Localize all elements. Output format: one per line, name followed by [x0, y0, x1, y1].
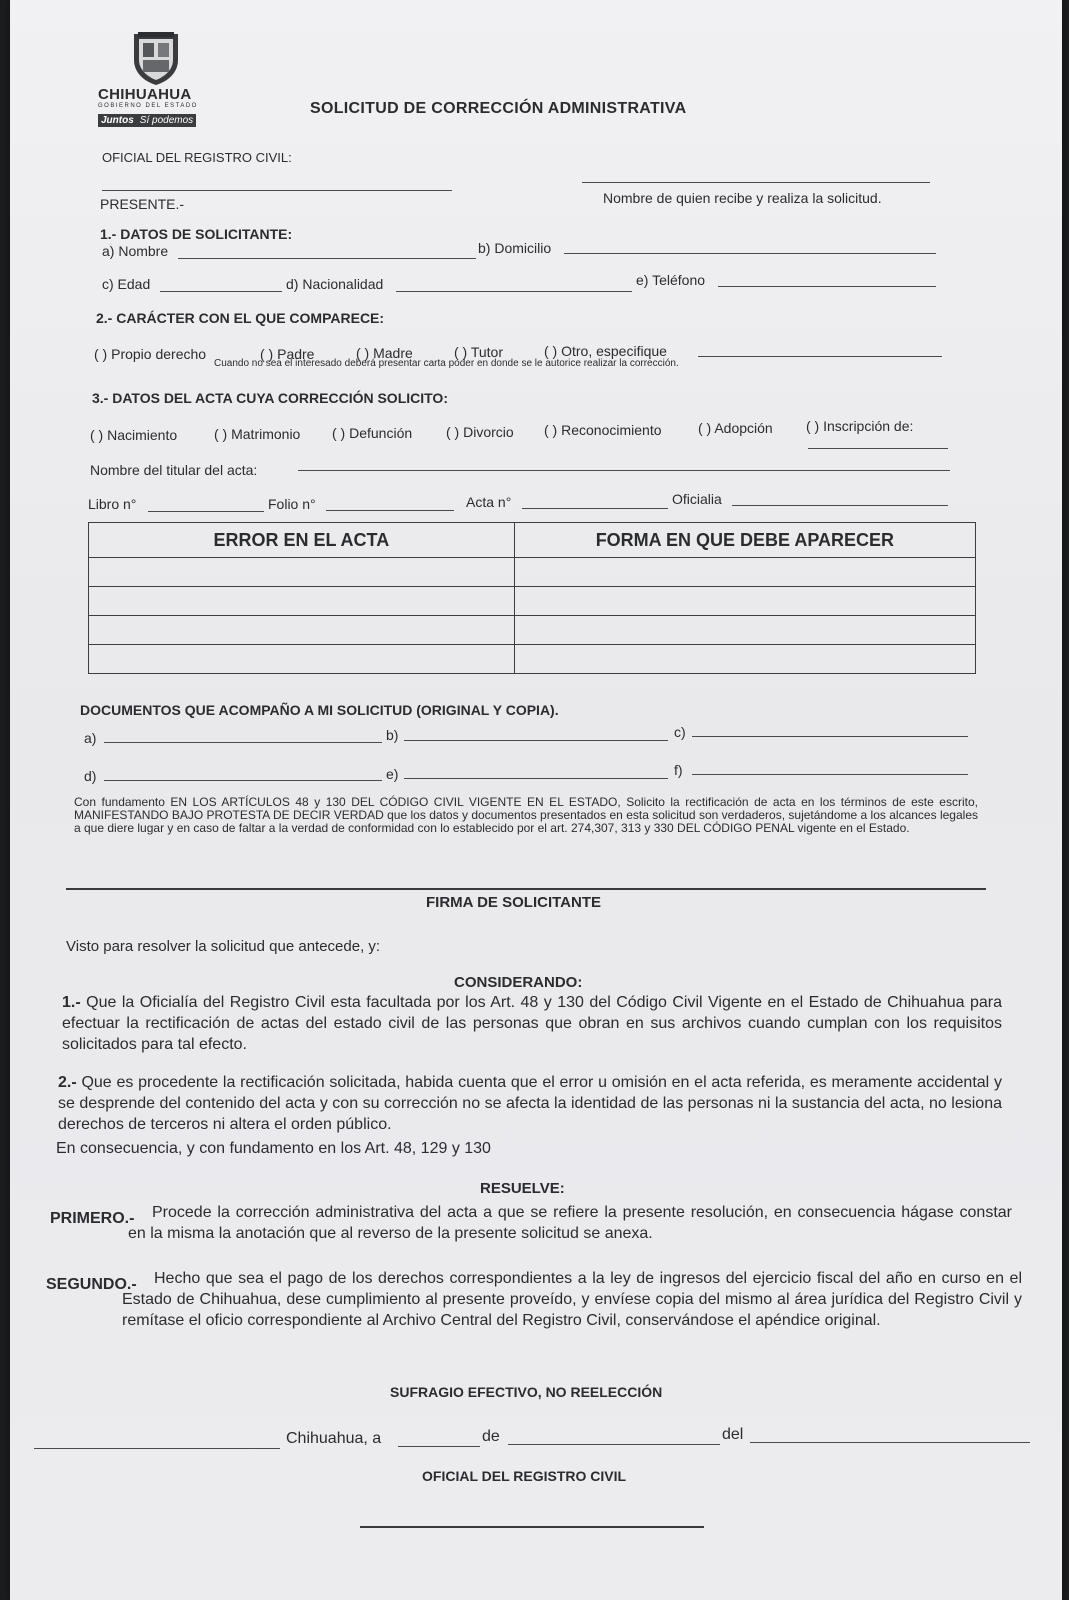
error-table-header [89, 523, 976, 558]
option-reconocimiento[interactable]: ( ) Reconocimiento [544, 422, 662, 438]
considerando-title: CONSIDERANDO: [454, 974, 583, 991]
considerando-1-number: 1.- [62, 994, 81, 1011]
error-column-header: ERROR EN EL ACTA [89, 523, 515, 558]
correction-cell[interactable] [514, 645, 975, 674]
option-propio-derecho[interactable]: ( ) Propio derecho [94, 346, 207, 362]
document-e-label: e) [386, 766, 399, 782]
month-field[interactable] [508, 1444, 720, 1445]
city-label: Chihuahua, a [286, 1430, 382, 1447]
document-f-label: f) [674, 762, 683, 778]
option-divorcio[interactable]: ( ) Divorcio [446, 424, 514, 440]
correction-cell[interactable] [514, 616, 975, 645]
document-b-field[interactable] [404, 740, 668, 741]
option-matrimonio[interactable]: ( ) Matrimonio [214, 426, 301, 442]
document-d-field[interactable] [104, 780, 382, 781]
segundo-label: SEGUNDO.- [46, 1276, 137, 1293]
section2-note: Cuando no sea el interesado deberá presentar carta poder en donde se le autorice realizar la corrección. [214, 358, 679, 369]
error-cell[interactable] [89, 616, 515, 645]
considerando-2-number: 2.- [58, 1074, 77, 1091]
option-nacimiento[interactable]: ( ) Nacimiento [90, 427, 178, 443]
folio-label: Folio n° [268, 496, 316, 512]
documents-title: DOCUMENTOS QUE ACOMPAÑO A MI SOLICITUD (ORIGINAL Y COPIA). [80, 702, 559, 718]
nacionalidad-field[interactable] [396, 291, 632, 292]
otro-field[interactable] [698, 356, 942, 357]
sufragio-text: SUFRAGIO EFECTIVO, NO REELECCIÓN [390, 1384, 663, 1400]
document-d-label: d) [84, 768, 97, 784]
day-field[interactable] [398, 1446, 480, 1447]
oficialia-field[interactable] [732, 505, 948, 506]
document-c-field[interactable] [692, 736, 968, 737]
oficialia-label: Oficialia [672, 491, 722, 507]
considerando-paragraph-2 [58, 1072, 1002, 1135]
document-a-label: a) [84, 730, 97, 746]
option-defuncion[interactable]: ( ) Defunción [332, 425, 413, 441]
option-madre[interactable]: ( ) Madre [356, 345, 413, 361]
document-a-field[interactable] [104, 742, 382, 743]
considerando-paragraph-1 [62, 992, 1002, 1055]
form-title: SOLICITUD DE CORRECCIÓN ADMINISTRATIVA [310, 100, 687, 117]
logo-tag-juntos: Juntos [98, 114, 137, 127]
document-b-label: b) [386, 727, 399, 743]
document-f-field[interactable] [692, 774, 968, 775]
titular-field[interactable] [298, 470, 950, 471]
edad-label: c) Edad [102, 276, 151, 292]
primero-label: PRIMERO.- [50, 1210, 135, 1227]
acta-label: Acta n° [466, 494, 512, 510]
error-cell[interactable] [89, 587, 515, 616]
titular-label: Nombre del titular del acta: [90, 462, 258, 478]
error-cell[interactable] [89, 558, 515, 587]
error-table [88, 522, 976, 674]
nombre-label: a) Nombre [102, 243, 169, 259]
del-label: del [722, 1426, 744, 1443]
inscripcion-field[interactable] [808, 448, 948, 449]
option-padre[interactable]: ( ) Padre [260, 346, 315, 362]
telefono-field[interactable] [718, 286, 936, 287]
receiver-line[interactable] [582, 182, 930, 183]
official-label: OFICIAL DEL REGISTRO CIVIL: [102, 150, 292, 165]
receiver-label: Nombre de quien recibe y realiza la solicitud. [603, 190, 882, 206]
resuelve-title: RESUELVE: [480, 1180, 565, 1197]
option-otro[interactable]: ( ) Otro, especifique [544, 343, 667, 359]
document-c-label: c) [674, 724, 686, 740]
table-row [89, 645, 976, 674]
table-row [89, 616, 976, 645]
official-signature-line[interactable] [360, 1526, 704, 1528]
correction-column-header: FORMA EN QUE DEBE APARECER [514, 523, 975, 558]
signature-line[interactable] [66, 888, 986, 890]
signature-label: FIRMA DE SOLICITANTE [426, 894, 601, 911]
option-adopcion[interactable]: ( ) Adopción [698, 420, 773, 436]
coat-of-arms-icon [130, 30, 182, 86]
table-row [89, 558, 976, 587]
table-row [89, 587, 976, 616]
correction-cell[interactable] [514, 558, 975, 587]
visto-text: Visto para resolver la solicitud que antecede, y: [66, 938, 381, 955]
official-name-line[interactable] [102, 190, 452, 191]
considerando-2-text: Que es procedente la rectificación solicitada, habida cuenta que el error u omisión en el acta referida, es meramente accidental y se desprende del contenido del acta y con su corrección no se afecta la identidad de las personas ni la sustancia del acta, no lesiona derechos de terceros ni altera el orden público. [58, 1074, 1002, 1133]
legal-declaration: Con fundamento EN LOS ARTÍCULOS 48 y 130 DEL CÓDIGO CIVIL VIGENTE EN EL ESTADO, Solicito la rectificación de acta en los términos de este escrito, MANIFESTANDO BAJO PROTESTA DE DECIR VERDAD que los datos y documentos presentados en esta solicitud son verdaderos, sujetándome a los alcances legales a que diere lugar y en caso de faltar a la verdad de conformidad con lo establecido por el art. 274,307, 313 y 330 DEL CÓDIGO PENAL vigente en el Estado. [74, 795, 978, 835]
libro-field[interactable] [148, 511, 264, 512]
option-tutor[interactable]: ( ) Tutor [454, 344, 504, 360]
place-line[interactable] [34, 1448, 280, 1449]
folio-field[interactable] [326, 510, 454, 511]
de-label: de [482, 1428, 500, 1445]
considerando-1-text: Que la Oficialía del Registro Civil esta facultada por los Art. 48 y 130 del Código Civil Vigente en el Estado de Chihuahua para efectuar la rectificación de actas del estado civil de las personas que obran en sus archivos cuando cumplan con los requisitos solicitados para tal efecto. [62, 994, 1003, 1053]
primero-text: Procede la corrección administrativa del acta a que se refiere la presente resolución, en consecuencia hágase constar en la misma la anotación que al reverso de la presente solicitud se anexa. [128, 1204, 1012, 1242]
nombre-field[interactable] [178, 258, 476, 259]
correction-cell[interactable] [514, 587, 975, 616]
form-sheet [10, 0, 1062, 1600]
document-e-field[interactable] [404, 778, 668, 779]
logo-subtitle: GOBIERNO DEL ESTADO [98, 103, 198, 109]
presente-label: PRESENTE.- [100, 196, 185, 212]
section3-title: 3.- DATOS DEL ACTA CUYA CORRECCIÓN SOLICITO: [92, 390, 448, 406]
official-footer-label: OFICIAL DEL REGISTRO CIVIL [422, 1468, 627, 1484]
year-field[interactable] [750, 1442, 1030, 1443]
acta-field[interactable] [522, 508, 668, 509]
telefono-label: e) Teléfono [636, 272, 706, 288]
domicilio-label: b) Domicilio [478, 240, 552, 256]
nacionalidad-label: d) Nacionalidad [286, 276, 384, 292]
edad-field[interactable] [160, 291, 282, 292]
option-inscripcion[interactable]: ( ) Inscripción de: [806, 418, 914, 434]
libro-label: Libro n° [88, 496, 137, 512]
section2-title: 2.- CARÁCTER CON EL QUE COMPARECE: [96, 310, 385, 326]
section1-title: 1.- DATOS DE SOLICITANTE: [100, 226, 293, 242]
error-cell[interactable] [89, 645, 515, 674]
logo-name: CHIHUAHUA [98, 86, 192, 103]
consecuencia-text: En consecuencia, y con fundamento en los Art. 48, 129 y 130 [56, 1140, 491, 1157]
logo-tag-sipodemos: Sí podemos [137, 114, 196, 127]
segundo-text: Hecho que sea el pago de los derechos correspondientes a la ley de ingresos del ejercicio fiscal del año en curso en el Estado de Chihuahua, dese cumplimiento al presente proveído, y envíese copia del mismo al área jurídica del Registro Civil y remítase el oficio correspondiente al Archivo Central del Registro Civil, conservándose el apéndice original. [122, 1270, 1022, 1329]
domicilio-field[interactable] [564, 253, 936, 254]
